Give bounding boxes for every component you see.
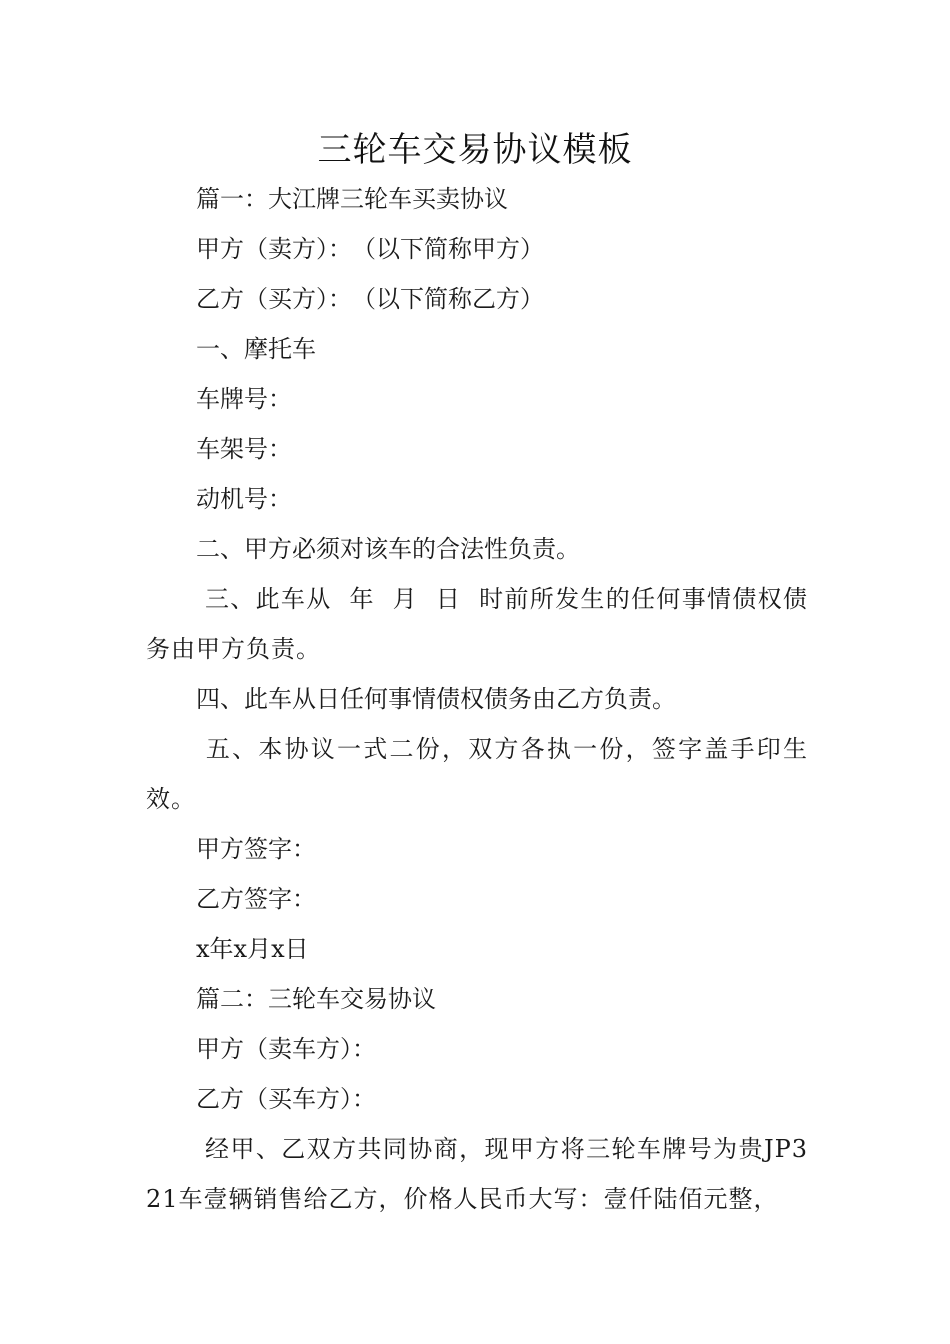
section-heading-part-one: 篇一：大江牌三轮车买卖协议 [196, 185, 508, 213]
engine-number-field: 动机号： [196, 485, 292, 513]
clause-two: 二、甲方必须对该车的合法性负责。 [196, 535, 580, 563]
buyer-line: 乙方（买车方）： [196, 1085, 376, 1113]
section-heading-part-two: 篇二：三轮车交易协议 [196, 985, 436, 1013]
party-a-signature: 甲方签字： [196, 835, 316, 863]
party-b-signature: 乙方签字： [196, 885, 316, 913]
plate-number-field: 车牌号： [196, 385, 292, 413]
agreement-paragraph: 经甲、乙双方共同协商，现甲方将三轮车牌号为贵JP321车壹辆销售给乙方，价格人民币大写：壹仟陆佰元整， [146, 1135, 808, 1213]
clause-one: 一、摩托车 [196, 335, 316, 363]
party-a-line: 甲方（卖方）： （以下简称甲方） [196, 235, 544, 263]
signing-date: x年x月x日 [196, 935, 309, 963]
seller-line: 甲方（卖车方）： [196, 1035, 376, 1063]
clause-four: 四、此车从日任何事情债权债务由乙方负责。 [196, 685, 676, 713]
clause-three: 三、此车从 年 月 日 时前所发生的任何事情债权债务由甲方负责。 [146, 585, 808, 663]
document-body [146, 174, 808, 1224]
document-title: 三轮车交易协议模板 [317, 130, 633, 170]
party-b-line: 乙方（买方）： （以下简称乙方） [196, 285, 544, 313]
clause-five: 五、本协议一式二份，双方各执一份，签字盖手印生效。 [146, 735, 808, 813]
frame-number-field: 车架号： [196, 435, 292, 463]
